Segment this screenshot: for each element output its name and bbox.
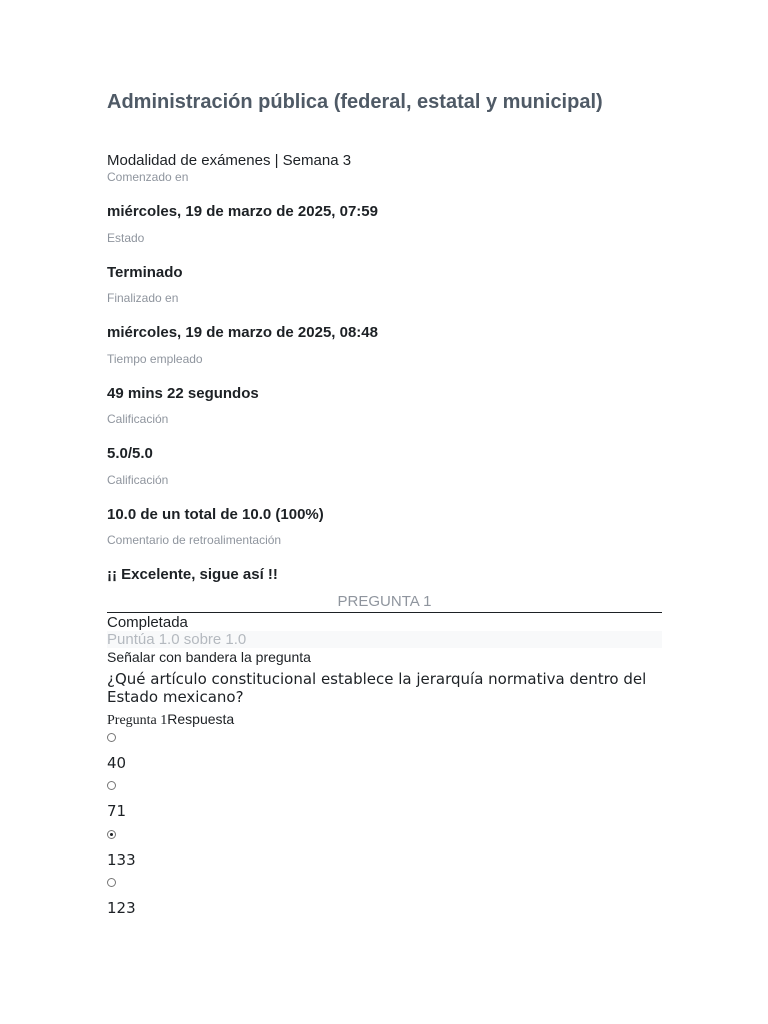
answer-option-label[interactable]: 123 xyxy=(107,898,136,917)
answer-radio[interactable] xyxy=(107,781,116,790)
exam-mode-breadcrumb: Modalidad de exámenes | Semana 3 xyxy=(107,152,352,169)
answer-radio[interactable] xyxy=(107,830,116,839)
summary-row-marks xyxy=(107,411,662,472)
attempt-summary xyxy=(107,169,662,593)
question-state: Completada xyxy=(107,614,188,631)
summary-row-grade xyxy=(107,472,662,533)
summary-value: Terminado xyxy=(107,263,183,281)
answer-option-label[interactable]: 40 xyxy=(107,754,127,772)
answer-heading-label: Respuesta xyxy=(167,711,235,727)
question-text: ¿Qué artículo constitucional establece la jerarquía normativa dentro del Estado mexicano? xyxy=(107,670,647,706)
answer-option-label[interactable]: 133 xyxy=(107,850,136,869)
question-grade: Puntúa 1.0 sobre 1.0 xyxy=(107,631,662,648)
flag-question-link[interactable]: Señalar con bandera la pregunta xyxy=(107,649,311,665)
summary-label: Calificación xyxy=(107,412,169,426)
summary-label: Estado xyxy=(107,230,145,245)
summary-row-started xyxy=(107,169,662,230)
summary-value: 5.0/5.0 xyxy=(107,445,153,462)
summary-label: Comentario de retroalimentación xyxy=(107,533,282,547)
answer-heading xyxy=(107,711,234,729)
summary-label: Calificación xyxy=(107,472,169,487)
summary-row-feedback xyxy=(107,532,662,593)
summary-value: 49 mins 22 segundos xyxy=(107,384,259,402)
summary-value: 10.0 de un total de 10.0 (100%) xyxy=(107,505,324,523)
answer-radio[interactable] xyxy=(107,733,116,742)
summary-row-state xyxy=(107,230,662,291)
answer-heading-prefix: Pregunta 1 xyxy=(107,713,168,728)
answer-option-label[interactable]: 71 xyxy=(107,802,127,821)
summary-row-finished xyxy=(107,290,662,351)
summary-label: Comenzado en xyxy=(107,170,189,184)
summary-row-time-taken xyxy=(107,351,662,412)
summary-value: ¡¡ Excelente, sigue así !! xyxy=(107,566,278,583)
summary-label: Tiempo empleado xyxy=(107,351,203,366)
question-number-header: PREGUNTA 1 xyxy=(107,592,662,613)
summary-value: miércoles, 19 de marzo de 2025, 07:59 xyxy=(107,203,378,220)
answer-radio[interactable] xyxy=(107,878,116,887)
course-title: Administración pública (federal, estatal y municipal) xyxy=(107,91,603,113)
summary-value: miércoles, 19 de marzo de 2025, 08:48 xyxy=(107,324,378,341)
summary-label: Finalizado en xyxy=(107,291,179,305)
